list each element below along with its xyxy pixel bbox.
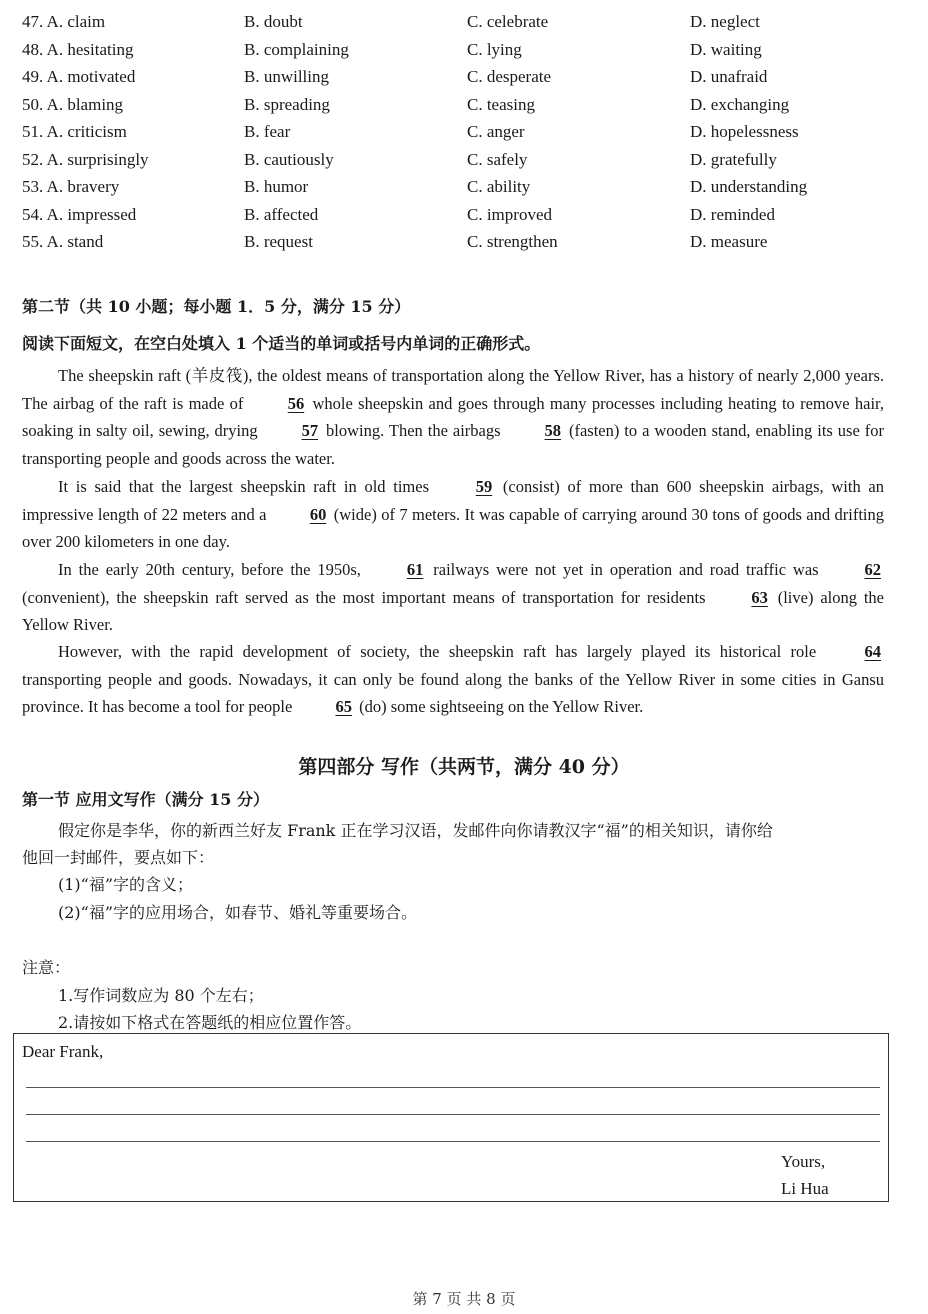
option-c: C. anger — [467, 122, 525, 141]
section2-instruction: 阅读下面短文，在空白处填入 1 个适当的单词或括号内单词的正确形式。 — [22, 334, 541, 353]
option-d: D. hopelessness — [690, 122, 799, 141]
signature: Li Hua — [781, 1179, 829, 1198]
passage-text: transporting people and goods. Nowadays, it can only be found along the banks of the Yellow River in some cities in Gansu province. It has become a tool for people — [22, 669, 884, 717]
option-row-50 — [0, 95, 928, 122]
passage-text: It is said that the largest sheepskin raft in old times — [58, 477, 437, 496]
option-c: C. desperate — [467, 67, 552, 86]
option-d: D. neglect — [690, 12, 760, 31]
passage-text: railways were not yet in operation and road traffic was — [426, 560, 826, 579]
passage-text: However, with the rapid development of society, the sheepskin raft has largely played its historical role — [58, 642, 826, 661]
option-a: 53. A. bravery — [22, 177, 120, 196]
option-row-53 — [0, 177, 928, 204]
option-row-54 — [0, 205, 928, 232]
option-c: C. strengthen — [467, 232, 558, 251]
passage-text: The sheepskin raft (羊皮筏), the oldest means of transportation along the Yellow River, has a history of nearly 2,000 years. The airbag of the raft is made of — [22, 366, 884, 413]
prompt-line-2: 他回一封邮件，要点如下： — [22, 848, 215, 867]
option-c: C. improved — [467, 204, 552, 224]
note-1: 1.写作词数应为 80 个左右； — [58, 986, 264, 1005]
passage-text: (consist) of more than 600 sheepskin airbags, with an impressive length of 22 meters and a — [22, 477, 884, 524]
passage-paragraph-2 — [22, 473, 884, 556]
option-d: D. waiting — [690, 39, 762, 59]
note-label: 注意： — [22, 958, 71, 977]
option-c: C. lying — [467, 39, 522, 59]
option-d: D. understanding — [690, 177, 808, 196]
option-a: 55. A. stand — [22, 232, 104, 251]
answer-format-box — [13, 1033, 889, 1202]
passage-text: (fasten) to a wooden stand, enabling its use for transporting people and goods across the water. — [22, 421, 884, 468]
option-row-47 — [0, 12, 928, 39]
blank-64: 64 — [864, 642, 881, 661]
option-b: B. spreading — [244, 94, 330, 114]
blank-61: 61 — [406, 560, 424, 579]
option-d: D. measure — [690, 232, 768, 251]
option-b: B. humor — [244, 177, 309, 196]
passage-text: (live) along the Yellow River. — [22, 587, 884, 635]
option-a: 52. A. surprisingly — [22, 149, 149, 169]
part4-title: 第四部分 写作（共两节，满分 40 分） — [298, 756, 630, 778]
option-row-52 — [0, 150, 928, 177]
writing-line — [26, 1114, 880, 1115]
writing-line — [26, 1141, 880, 1142]
prompt-line-1: 假定你是李华，你的新西兰好友 Frank 正在学习汉语，发邮件向你请教汉字“福”的相关知识，请你给 — [58, 821, 773, 840]
option-b: B. cautiously — [244, 149, 334, 169]
page-footer: 第 7 页 共 8 页 — [412, 1290, 516, 1308]
passage-text: blowing. Then the airbags — [321, 421, 506, 441]
option-d: D. unafraid — [690, 67, 768, 86]
blank-56: 56 — [287, 393, 305, 413]
option-a: 54. A. impressed — [22, 204, 137, 224]
option-b: B. doubt — [244, 12, 303, 31]
option-a: 49. A. motivated — [22, 67, 136, 86]
option-row-48 — [0, 40, 928, 67]
option-d: D. reminded — [690, 204, 775, 224]
option-c: C. safely — [467, 149, 528, 169]
salutation: Dear Frank, — [22, 1042, 104, 1061]
passage-paragraph-1 — [22, 362, 884, 472]
option-c: C. teasing — [467, 94, 535, 114]
passage-paragraph-3 — [22, 556, 884, 639]
prompt-point-2: (2)“福”字的应用场合，如春节、婚礼等重要场合。 — [58, 903, 418, 922]
blank-62: 62 — [864, 560, 881, 579]
writing-line — [26, 1087, 880, 1088]
passage-text: In the early 20th century, before the 1950s, — [58, 560, 368, 579]
option-b: B. fear — [244, 122, 291, 141]
blank-58: 58 — [544, 421, 561, 441]
option-b: B. request — [244, 232, 313, 251]
option-a: 51. A. criticism — [22, 122, 127, 141]
blank-57: 57 — [301, 421, 319, 441]
option-d: D. gratefully — [690, 149, 777, 169]
note-2: 2.请按如下格式在答题纸的相应位置作答。 — [58, 1013, 362, 1032]
passage-text: (do) some sightseeing on the Yellow River. — [354, 697, 644, 717]
option-c: C. ability — [467, 177, 531, 196]
prompt-point-1: (1)“福”字的含义； — [58, 875, 194, 894]
passage-text: (wide) of 7 meters. It was capable of carrying around 30 tons of goods and drifting over 200 kilometers in one day. — [22, 504, 884, 552]
option-b: B. unwilling — [244, 67, 330, 86]
option-a: 50. A. blaming — [22, 94, 124, 114]
option-a: 48. A. hesitating — [22, 39, 134, 59]
passage-text: (convenient), the sheepskin raft served as the most important means of transportation for residents — [22, 587, 713, 607]
option-c: C. celebrate — [467, 12, 549, 31]
option-row-49 — [0, 67, 928, 94]
option-b: B. complaining — [244, 39, 349, 59]
blank-63: 63 — [751, 587, 768, 607]
passage-paragraph-4 — [22, 638, 884, 721]
section2-heading: 第二节（共 10 小题；每小题 1．5 分，满分 15 分） — [22, 297, 411, 316]
closing: Yours, — [781, 1152, 826, 1171]
option-b: B. affected — [244, 204, 319, 224]
blank-65: 65 — [335, 697, 352, 717]
option-a: 47. A. claim — [22, 12, 106, 31]
writing-section1-heading: 第一节 应用文写作（满分 15 分） — [22, 790, 269, 809]
blank-60: 60 — [309, 504, 327, 524]
option-row-51 — [0, 122, 928, 149]
blank-59: 59 — [475, 477, 493, 496]
option-row-55 — [0, 232, 928, 259]
passage-text: whole sheepskin and goes through many processes including heating to remove hair, soaking in salty oil, sewing, drying — [22, 393, 884, 441]
option-d: D. exchanging — [690, 94, 790, 114]
